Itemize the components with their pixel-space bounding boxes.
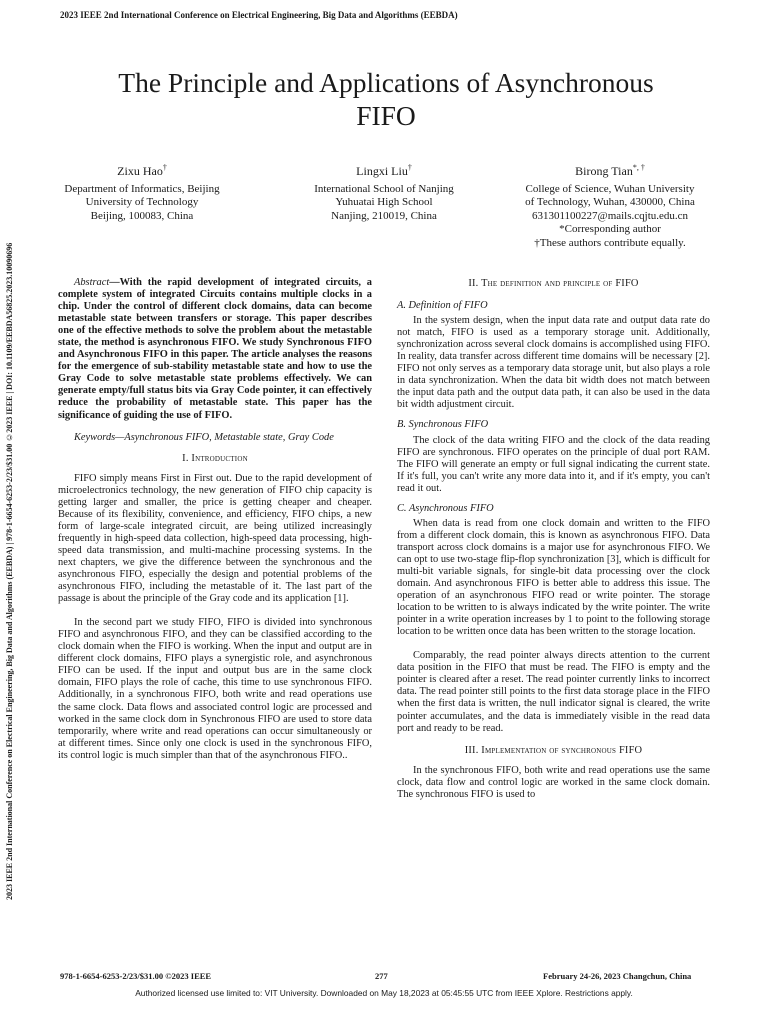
author-affiliation-line: of Technology, Wuhan, 430000, China <box>525 196 695 208</box>
author-name: Birong Tian*, † <box>575 163 645 178</box>
author-block-2 <box>284 161 484 223</box>
section-heading-definition: II. The definition and principle of FIFO <box>468 278 639 289</box>
author-affiliation-line: 631301100227@mails.cqjtu.edu.cn <box>531 209 689 222</box>
author-affiliation-line: Department of Informatics, Beijing <box>64 182 220 195</box>
footer-conference-date: February 24-26, 2023 Changchun, China <box>543 971 692 981</box>
asynchronous-paragraph-2: Comparably, the read pointer always directs attention to the current data position in the FIFO that must be read. The FIFO is empty and the pointer is cleared after a reset. The read pointer currently links to incorrect data. The read pointer still points to the first data storage place in the FIFO when the first data is written, the null indicator signal is cleared, the write pointer accumulates, and the data is immediately visible in the read data port and ready to be read. <box>397 650 710 734</box>
footer-isbn: 978-1-6654-6253-2/23/$31.00 ©2023 IEEE <box>60 971 212 981</box>
abstract <box>58 277 372 422</box>
keywords: Keywords—Asynchronous FIFO, Metastable state, Gray Code <box>74 431 334 443</box>
section-heading-implementation: III. Implementation of synchronous FIFO <box>464 744 643 756</box>
authorized-use-notice: Authorized licensed use limited to: VIT University. Downloaded on May 18,2023 at 05:45:55 UTC from IEEE Xplore. Restrictions apply. <box>135 988 633 998</box>
author-block-3 <box>500 161 720 250</box>
corresponding-author-note: *Corresponding author <box>559 223 661 235</box>
author-block-1 <box>42 161 242 223</box>
intro-paragraph-1: FIFO simply means First in First out. Due to the rapid development of microelectronics technology, the new generation of FIFO chip capacity is getting larger and smaller, the price is getting cheaper and cheaper. Because of its flexibility, convenience, and efficiency, FIFO chips, a new form of large-scale integrated circuit, are being utilized increasingly frequently in high-speed data collection, high-speed data processing, high-speed data transmission, and multi-machine processing systems. In the next chapters, we give the difference between the synchronous and the asynchronous FIFO, especially the design and potential problems of the asynchronous FIFO, including the metastable of it. The last part of the passage is about the principle of the Gray code and its application [1]. <box>58 472 372 605</box>
paper-title <box>60 66 712 132</box>
section-heading-introduction: I. Introduction <box>182 452 248 464</box>
author-affiliation-line: Beijing, 100083, China <box>90 209 194 222</box>
author-affiliation-line: University of Technology <box>85 196 199 208</box>
paper-title-line-1: The Principle and Applications of Asynchronous <box>118 67 654 98</box>
side-citation-strip: 2023 IEEE 2nd International Conference on Electrical Engineering, Big Data and Algorithms (EEBDA) | 978-1-6654-6253-2/23/$31.00 ©2023 IEEE | DOI: 10.1109/EEBDA56825.2023.10090696 <box>5 242 14 900</box>
author-affiliation-line: Nanjing, 210019, China <box>331 209 437 222</box>
author-affiliation-line: Yuhuatai High School <box>335 196 433 208</box>
page-number: 277 <box>375 971 388 981</box>
author-name: Lingxi Liu† <box>356 163 412 178</box>
conference-header: 2023 IEEE 2nd International Conference on Electrical Engineering, Big Data and Algorithms (EEBDA) <box>60 10 458 20</box>
author-affiliation-line: International School of Nanjing <box>314 182 454 195</box>
subsection-heading-synchronous: B. Synchronous FIFO <box>397 419 489 431</box>
asynchronous-paragraph-1: When data is read from one clock domain and written to the FIFO from a different clock domain, this is known as asynchronous FIFO. Data transport across clock domains is a major use for asynchronous FIFO. We can opt to use two-stage flip-flop synchronization [3], which is difficult for multi-bit variable signals, for single-bit data processing over the clock domain. And asynchronous FIFO is better able to address this issue. The operation of an asynchronous FIFO read or write pointer. The storage location to be written to is always indicated by the write pointer. The write pointer in a write operation increases by 1 to point to the following storage location to be written once data has been written to the storage location. <box>397 517 710 638</box>
author-affiliation-line: College of Science, Wuhan University <box>525 182 695 195</box>
equal-contribution-note: †These authors contribute equally. <box>534 236 686 249</box>
paper-title-line-2: FIFO <box>356 100 416 131</box>
synchronous-paragraph: The clock of the data writing FIFO and the clock of the data reading FIFO are synchronous. FIFO operates on the principle of dual port RAM. The FIFO will generate an empty or full signal indicating the current state. If it's full, you can't write any more data into it, and if it's empty, you can't read it out. <box>397 434 710 494</box>
right-column <box>397 278 710 801</box>
subsection-heading-asynchronous: C. Asynchronous FIFO <box>397 502 494 514</box>
subsection-heading-definition: A. Definition of FIFO <box>397 300 488 312</box>
definition-paragraph: In the system design, when the input data rate and output data rate do not match, FIFO is used as a temporary storage unit. Additionally, synchronization across several clock domains is accomplished using FIFO. In reality, data transfer across different time domains will be necessary [2]. FIFO not only serves as a temporary data storage unit, but also plays a role in data synchronization. When the data bit width does not match between the input data path and the output data path, it can also be used in the data bit width adjustment circuit. <box>397 315 710 411</box>
left-column <box>58 277 372 762</box>
intro-paragraph-2: In the second part we study FIFO, FIFO is divided into synchronous FIFO and asynchronous FIFO, and they can be classified according to the clock domain when the FIFO is working. When the input and output are in different clock domains, FIFO plays a synergistic role, and asynchronous FIFO can be used. If the input and output bus are in the same clock domain, FIFO plays the role of cache, this time to use synchronous FIFO. Additionally, in a synchronous FIFO, both write and read operations use the same clock. Data flows and associated control logic are processed and worked in the same clock dom in Synchronous FIFO are used to store data temporarily, where write and read operations can occur simultaneously or at different times. Since only one clock is used in the synchronous FIFO, its control logic is much simpler than that of the asynchronous FIFO.. <box>58 617 372 761</box>
implementation-paragraph: In the synchronous FIFO, both write and read operations use the same clock, data flow and control logic are worked in the same clock domain. The synchronous FIFO is used to <box>397 764 710 800</box>
abstract-label: Abstract <box>74 277 110 288</box>
abstract-text: —With the rapid development of integrated circuits, a complete system of integrated Circuits contains multiple clocks in a chip. Under the control of different clock domains, data can become metastable state between transfers or storage. This paper describes one of the effective methods to solve the problem about the metastable state, the method is asynchronous FIFO. We study Synchronous FIFO and Asynchronous FIFO in this paper. The article analyses the reasons for the emergence of sub-stability metastable state and how to use the Gray Code to solve metastable state problems effectively. We can generate empty/full status bits via Gray Code pointer, it can effectively reduce the probability of metastable state. This paper has the significance of guiding the use of FIFO. <box>58 277 372 421</box>
author-name: Zixu Hao† <box>117 163 167 178</box>
